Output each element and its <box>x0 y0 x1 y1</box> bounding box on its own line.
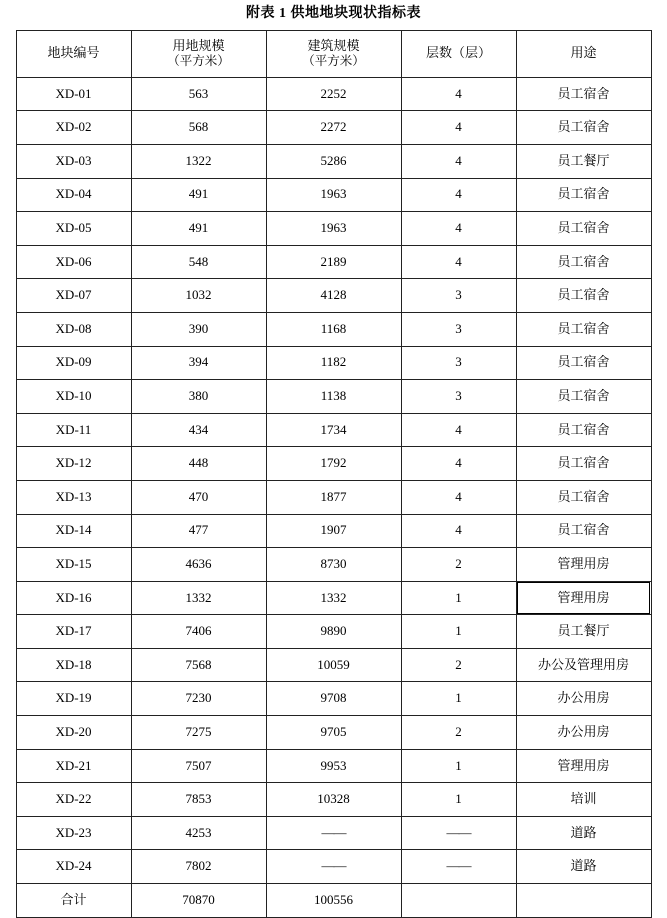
cell-land-area: 563 <box>131 77 266 111</box>
cell-floors: 2 <box>401 548 516 582</box>
cell-floors: 4 <box>401 514 516 548</box>
cell-use: 员工宿舍 <box>516 380 651 414</box>
cell-floors: 4 <box>401 77 516 111</box>
cell-land-area: 394 <box>131 346 266 380</box>
cell-use: 办公用房 <box>516 682 651 716</box>
cell-plot-id: XD-15 <box>16 548 131 582</box>
cell-land-area: 7853 <box>131 783 266 817</box>
column-header-line2: （平方米） <box>167 54 230 69</box>
cell-use: 管理用房 <box>516 749 651 783</box>
cell-floors: 4 <box>401 245 516 279</box>
cell-building-area: 1138 <box>266 380 401 414</box>
cell-building-area: 1168 <box>266 312 401 346</box>
table-row <box>16 648 651 682</box>
table-row <box>16 178 651 212</box>
cell-building-area: 1734 <box>266 413 401 447</box>
cell-use: 员工宿舍 <box>516 245 651 279</box>
cell-floors: 4 <box>401 111 516 145</box>
table-row <box>16 514 651 548</box>
cell-plot-id: XD-11 <box>16 413 131 447</box>
cell-land-area: 7507 <box>131 749 266 783</box>
cell-use: 员工宿舍 <box>516 279 651 313</box>
cell-plot-id: XD-09 <box>16 346 131 380</box>
table-row <box>16 245 651 279</box>
cell-building-area: 9705 <box>266 716 401 750</box>
table-row <box>16 682 651 716</box>
table-row <box>16 212 651 246</box>
cell-floors: 4 <box>401 413 516 447</box>
cell-land-area: 7406 <box>131 615 266 649</box>
cell-floors: 4 <box>401 212 516 246</box>
cell-floors: 2 <box>401 716 516 750</box>
cell-floors: 4 <box>401 178 516 212</box>
cell-use: 员工宿舍 <box>516 178 651 212</box>
cell-floors: —— <box>401 816 516 850</box>
cell-building-area: 4128 <box>266 279 401 313</box>
column-header-line2: （平方米） <box>302 54 365 69</box>
cell-building-area: 1182 <box>266 346 401 380</box>
cell-building-area: 2252 <box>266 77 401 111</box>
table-row <box>16 279 651 313</box>
cell-land-area: 434 <box>131 413 266 447</box>
cell-floors: 3 <box>401 279 516 313</box>
cell-plot-id: XD-07 <box>16 279 131 313</box>
cell-plot-id: XD-18 <box>16 648 131 682</box>
cell-plot-id: XD-13 <box>16 480 131 514</box>
column-header-line1: 用地规模 <box>172 38 225 54</box>
cell-total-floors <box>401 884 516 918</box>
cell-land-area: 7275 <box>131 716 266 750</box>
column-header-line1: 层数（层） <box>425 45 491 61</box>
cell-building-area: 2189 <box>266 245 401 279</box>
cell-total-building-area: 100556 <box>266 884 401 918</box>
cell-floors: 1 <box>401 783 516 817</box>
cell-use: 员工宿舍 <box>516 212 651 246</box>
cell-floors: 2 <box>401 648 516 682</box>
cell-use: 员工宿舍 <box>516 447 651 481</box>
cell-building-area: 1877 <box>266 480 401 514</box>
cell-floors: 1 <box>401 615 516 649</box>
table-row <box>16 77 651 111</box>
table-row <box>16 783 651 817</box>
cell-floors: 1 <box>401 749 516 783</box>
cell-use: 员工宿舍 <box>516 514 651 548</box>
table-row <box>16 615 651 649</box>
table-total-row <box>16 884 651 918</box>
cell-use: 员工宿舍 <box>516 346 651 380</box>
table-header-row <box>16 30 651 77</box>
cell-land-area: 548 <box>131 245 266 279</box>
table-row <box>16 312 651 346</box>
cell-floors: 3 <box>401 312 516 346</box>
cell-building-area: 9890 <box>266 615 401 649</box>
cell-land-area: 1032 <box>131 279 266 313</box>
land-indicator-table <box>16 30 652 918</box>
cell-floors: 4 <box>401 480 516 514</box>
cell-land-area: 568 <box>131 111 266 145</box>
cell-use: 员工宿舍 <box>516 413 651 447</box>
cell-use: 员工宿舍 <box>516 77 651 111</box>
cell-building-area: 1963 <box>266 212 401 246</box>
column-header-line1: 地块编号 <box>47 45 100 61</box>
column-header-line1: 用途 <box>570 45 597 61</box>
cell-total-use <box>516 884 651 918</box>
cell-building-area: 1907 <box>266 514 401 548</box>
column-header-floors <box>401 30 516 77</box>
cell-land-area: 477 <box>131 514 266 548</box>
cell-use: 培训 <box>516 783 651 817</box>
table-row <box>16 111 651 145</box>
cell-use-highlighted: 管理用房 <box>516 581 651 615</box>
table-row <box>16 413 651 447</box>
cell-use: 管理用房 <box>516 548 651 582</box>
cell-plot-id: XD-01 <box>16 77 131 111</box>
cell-land-area: 470 <box>131 480 266 514</box>
page-title: 附表 1 供地地块现状指标表 <box>246 6 421 21</box>
cell-plot-id: XD-22 <box>16 783 131 817</box>
cell-floors: 1 <box>401 581 516 615</box>
cell-use: 员工餐厅 <box>516 615 651 649</box>
cell-land-area: 1332 <box>131 581 266 615</box>
cell-building-area: 1792 <box>266 447 401 481</box>
cell-use: 员工餐厅 <box>516 144 651 178</box>
cell-land-area: 7230 <box>131 682 266 716</box>
column-header-land-area <box>131 30 266 77</box>
cell-plot-id: XD-24 <box>16 850 131 884</box>
cell-plot-id: XD-12 <box>16 447 131 481</box>
cell-building-area: 1963 <box>266 178 401 212</box>
cell-land-area: 448 <box>131 447 266 481</box>
cell-plot-id: XD-02 <box>16 111 131 145</box>
table-row <box>16 144 651 178</box>
table-row <box>16 447 651 481</box>
cell-building-area: 8730 <box>266 548 401 582</box>
cell-plot-id: XD-04 <box>16 178 131 212</box>
cell-use: 道路 <box>516 850 651 884</box>
cell-building-area: —— <box>266 816 401 850</box>
cell-land-area: 7568 <box>131 648 266 682</box>
column-header-building-area <box>266 30 401 77</box>
cell-floors: —— <box>401 850 516 884</box>
cell-building-area: 9953 <box>266 749 401 783</box>
cell-use: 道路 <box>516 816 651 850</box>
table-row <box>16 816 651 850</box>
cell-use: 办公用房 <box>516 716 651 750</box>
cell-use: 员工宿舍 <box>516 111 651 145</box>
column-header-use <box>516 30 651 77</box>
table-row <box>16 380 651 414</box>
cell-use: 员工宿舍 <box>516 480 651 514</box>
cell-total-label: 合计 <box>16 884 131 918</box>
cell-plot-id: XD-16 <box>16 581 131 615</box>
cell-plot-id: XD-19 <box>16 682 131 716</box>
cell-use: 办公及管理用房 <box>516 648 651 682</box>
cell-land-area: 380 <box>131 380 266 414</box>
cell-plot-id: XD-08 <box>16 312 131 346</box>
cell-floors: 1 <box>401 682 516 716</box>
cell-land-area: 491 <box>131 212 266 246</box>
table-row <box>16 480 651 514</box>
cell-building-area: 2272 <box>266 111 401 145</box>
cell-land-area: 4636 <box>131 548 266 582</box>
cell-plot-id: XD-17 <box>16 615 131 649</box>
cell-building-area: 10328 <box>266 783 401 817</box>
cell-land-area: 1322 <box>131 144 266 178</box>
cell-plot-id: XD-21 <box>16 749 131 783</box>
cell-land-area: 7802 <box>131 850 266 884</box>
cell-plot-id: XD-14 <box>16 514 131 548</box>
cell-floors: 3 <box>401 346 516 380</box>
cell-use: 员工宿舍 <box>516 312 651 346</box>
table-row <box>16 716 651 750</box>
table-row <box>16 548 651 582</box>
cell-plot-id: XD-05 <box>16 212 131 246</box>
table-row <box>16 581 651 615</box>
column-header-line1: 建筑规模 <box>307 38 360 54</box>
cell-building-area: 5286 <box>266 144 401 178</box>
cell-plot-id: XD-10 <box>16 380 131 414</box>
cell-land-area: 4253 <box>131 816 266 850</box>
cell-plot-id: XD-23 <box>16 816 131 850</box>
table-row <box>16 850 651 884</box>
cell-building-area: 10059 <box>266 648 401 682</box>
cell-building-area: 9708 <box>266 682 401 716</box>
cell-floors: 4 <box>401 447 516 481</box>
cell-floors: 4 <box>401 144 516 178</box>
cell-building-area: —— <box>266 850 401 884</box>
cell-plot-id: XD-20 <box>16 716 131 750</box>
table-row <box>16 749 651 783</box>
cell-building-area: 1332 <box>266 581 401 615</box>
column-header-plot-id <box>16 30 131 77</box>
cell-plot-id: XD-03 <box>16 144 131 178</box>
cell-total-land-area: 70870 <box>131 884 266 918</box>
cell-land-area: 390 <box>131 312 266 346</box>
cell-land-area: 491 <box>131 178 266 212</box>
cell-plot-id: XD-06 <box>16 245 131 279</box>
table-row <box>16 346 651 380</box>
cell-floors: 3 <box>401 380 516 414</box>
